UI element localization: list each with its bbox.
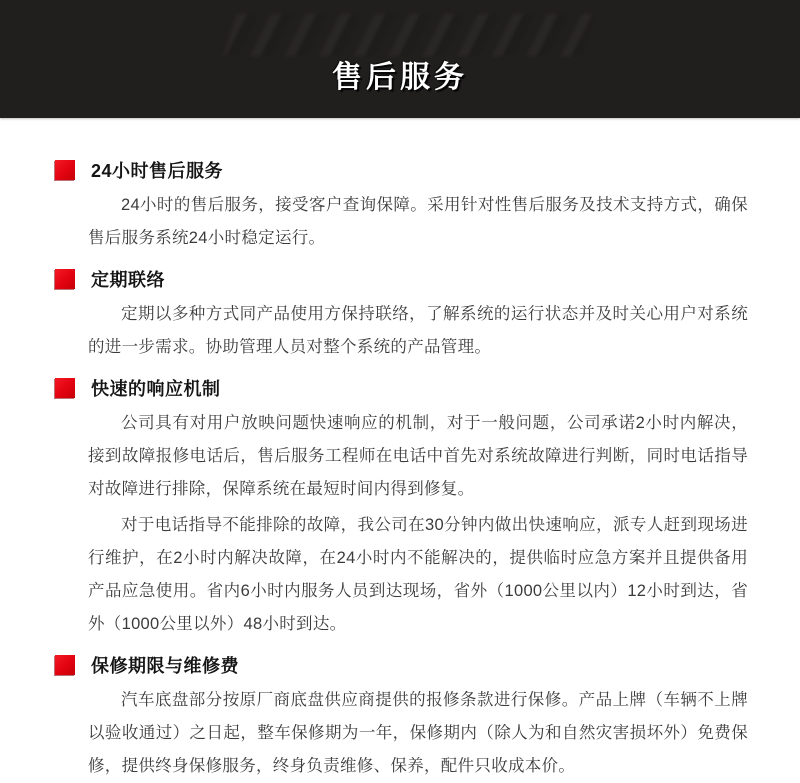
service-section: [55, 651, 748, 783]
service-content: [0, 118, 800, 783]
section-title: 24小时售后服务: [91, 161, 224, 181]
service-section: [55, 156, 748, 255]
section-paragraph: 汽车底盘部分按原厂商底盘供应商提供的报修条款进行保修。产品上牌（车辆不上牌以验收通过）之日起，整车保修期为一年，保修期内（除人为和自然灾害损坏外）免费保修，提供终身保修服务，终身负责维修、保养，配件只收成本价。: [88, 691, 748, 775]
section-paragraph: 24小时的售后服务，接受客户查询保障。采用针对性售后服务及技术支持方式，确保售后服务系统24小时稳定运行。: [88, 196, 748, 247]
section-title: 定期联络: [91, 270, 165, 290]
section-header: [55, 651, 748, 679]
section-paragraph: 公司具有对用户放映问题快速响应的机制，对于一般问题，公司承诺2小时内解决，接到故障报修电话后，售后服务工程师在电话中首先对系统故障进行判断，同时电话指导对故障进行排除，保障系统在最短时间内得到修复。: [88, 414, 748, 498]
section-header: [55, 374, 748, 402]
section-paragraph: 定期以多种方式同产品使用方保持联络，了解系统的运行状态并及时关心用户对系统的进一步需求。协助管理人员对整个系统的产品管理。: [88, 305, 748, 356]
section-title: 快速的响应机制: [91, 379, 221, 399]
red-square-bullet-icon: [55, 160, 75, 180]
banner-watermark: [223, 14, 597, 56]
page-title: 售后服务: [332, 61, 468, 94]
red-square-bullet-icon: [55, 655, 75, 675]
page-banner: [0, 0, 800, 118]
section-paragraph: 对于电话指导不能排除的故障，我公司在30分钟内做出快速响应，派专人赶到现场进行维护，在2小时内解决故障，在24小时内不能解决的，提供临时应急方案并且提供备用产品应急使用。省内6小时内服务人员到达现场，省外（1000公里以内）12小时到达，省外（1000公里以外）48小时到达。: [88, 516, 748, 633]
service-section: [55, 265, 748, 364]
section-body: [55, 298, 748, 364]
red-square-bullet-icon: [55, 378, 75, 398]
service-section: [55, 374, 748, 641]
red-square-bullet-icon: [55, 269, 75, 289]
section-header: [55, 265, 748, 293]
section-body: [55, 407, 748, 641]
section-body: [55, 684, 748, 783]
section-header: [55, 156, 748, 184]
section-title: 保修期限与维修费: [91, 656, 239, 676]
section-body: [55, 189, 748, 255]
